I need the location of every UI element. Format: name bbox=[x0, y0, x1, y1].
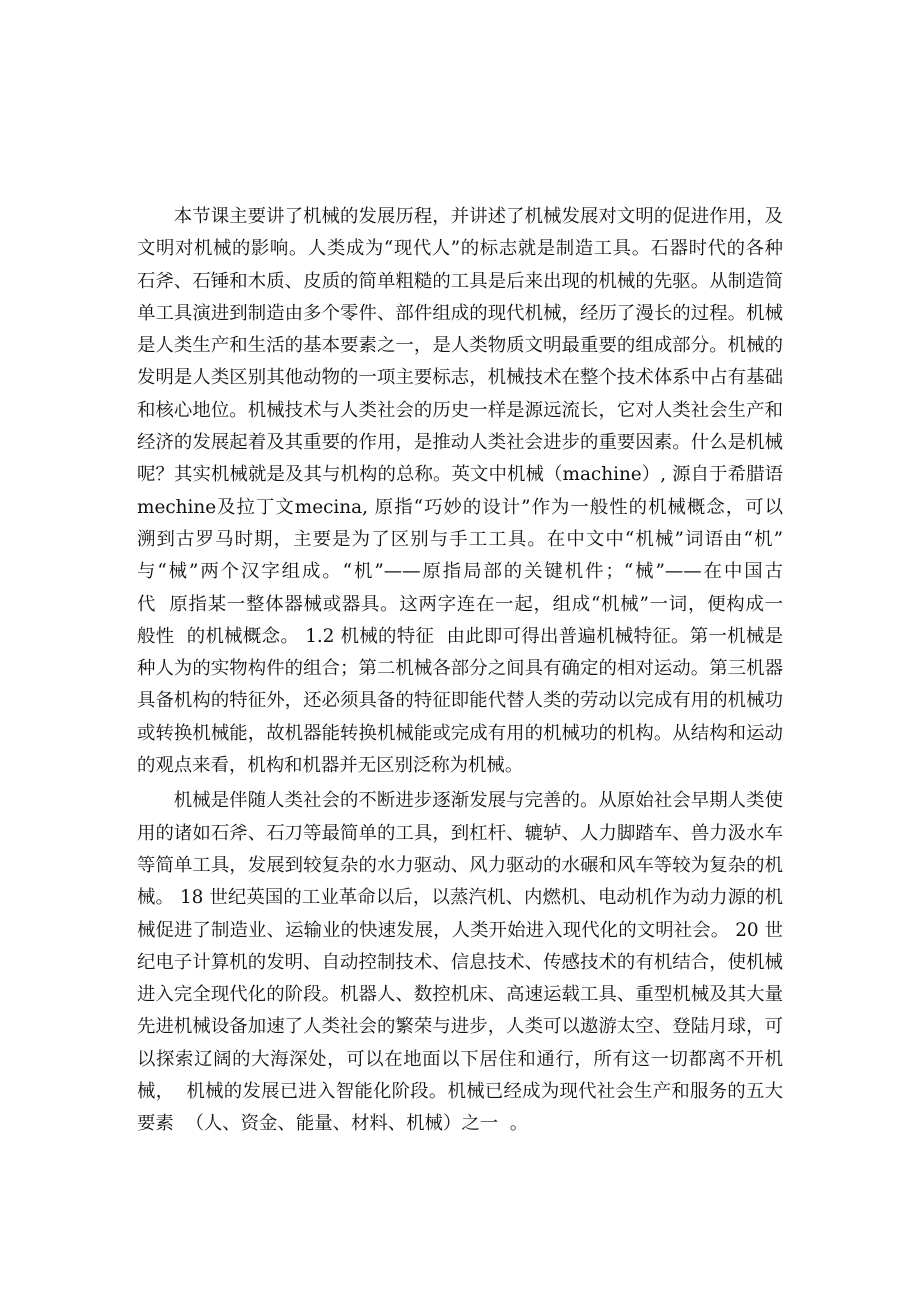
text-line: 与“械”两个汉字组成。“机”——原指局部的关键机件；“械”——在中国古 bbox=[137, 561, 783, 583]
text-line: 或转换机械能，故机器能转换机械能或完成有用的机械功的机构。从结构和运动 bbox=[137, 722, 783, 744]
text-line: 械， 机械的发展已进入智能化阶段。机械已经成为现代社会生产和服务的五大 bbox=[137, 1081, 783, 1103]
text-line: 呢？其实机械就是及其与机构的总称。英文中机械（machine）, 源自于希腊语 bbox=[137, 464, 783, 486]
text-line: 发明是人类区别其他动物的一项主要标志，机械技术在整个技术体系中占有基础 bbox=[137, 367, 783, 389]
text-line: 代 原指某一整体器械或器具。这两字连在一起，组成“机械”一词，便构成一 bbox=[137, 593, 783, 615]
text-line: 械促进了制造业、运输业的快速发展，人类开始进入现代化的文明社会。 20 世 bbox=[137, 919, 783, 941]
text-line: 具备机构的特征外，还必须具备的特征即能代替人类的劳动以完成有用的机械功 bbox=[137, 690, 783, 712]
text-line: 等简单工具，发展到较复杂的水力驱动、风力驱动的水碾和风车等较为复杂的机 bbox=[137, 854, 783, 876]
text-line: 纪电子计算机的发明、自动控制技术、信息技术、传感技术的有机结合，使机械 bbox=[137, 951, 783, 973]
paragraph-2 bbox=[137, 785, 783, 1140]
text-line: 单工具演进到制造由多个零件、部件组成的现代机械，经历了漫长的过程。机械 bbox=[137, 302, 783, 324]
text-line: 先进机械设备加速了人类社会的繁荣与进步，人类可以遨游太空、登陆月球，可 bbox=[137, 1016, 783, 1038]
text-line: 般性 的机械概念。 1.2 机械的特征 由此即可得出普遍机械特征。第一机械是 bbox=[137, 625, 783, 647]
text-line: 溯到古罗马时期，主要是为了区别与手工工具。在中文中“机械”词语由“机” bbox=[137, 528, 783, 550]
text-line: 是人类生产和生活的基本要素之一，是人类物质文明最重要的组成部分。机械的 bbox=[137, 335, 783, 357]
text-line: 进入完全现代化的阶段。机器人、数控机床、高速运载工具、重型机械及其大量 bbox=[137, 984, 783, 1006]
text-line: 本节课主要讲了机械的发展历程，并讲述了机械发展对文明的促进作用，及 bbox=[173, 206, 783, 227]
text-line: 文明对机械的影响。人类成为“现代人”的标志就是制造工具。石器时代的各种 bbox=[137, 238, 783, 260]
text-line: 机械是伴随人类社会的不断进步逐渐发展与完善的。从原始社会早期人类使 bbox=[173, 790, 783, 812]
paragraph-1 bbox=[137, 201, 783, 782]
text-line: 以探索辽阔的大海深处，可以在地面以下居住和通行，所有这一切都离不开机 bbox=[137, 1048, 783, 1070]
text-line: 经济的发展起着及其重要的作用，是推动人类社会进步的重要因素。什么是机械 bbox=[137, 432, 783, 454]
text-line: 的观点来看，机构和机器并无区别泛称为机械。 bbox=[137, 755, 524, 777]
text-line: 械。 18 世纪英国的工业革命以后，以蒸汽机、内燃机、电动机作为动力源的机 bbox=[137, 887, 783, 909]
document-page bbox=[137, 201, 783, 1144]
text-line: 石斧、石锤和木质、皮质的简单粗糙的工具是后来出现的机械的先驱。从制造简 bbox=[137, 270, 783, 292]
text-line: 种人为的实物构件的组合；第二机械各部分之间具有确定的相对运动。第三机器 bbox=[137, 658, 783, 680]
text-line: 用的诸如石斧、石刀等最简单的工具，到杠杆、辘轳、人力脚踏车、兽力汲水车 bbox=[137, 822, 783, 844]
text-line: mechine及拉丁文mecina, 原指“巧妙的设计”作为一般性的机械概念，可以 bbox=[137, 496, 783, 518]
text-line: 要素 （人、资金、能量、材料、机械）之一 。 bbox=[137, 1113, 529, 1135]
text-line: 和核心地位。机械技术与人类社会的历史一样是源远流长，它对人类社会生产和 bbox=[137, 399, 783, 421]
